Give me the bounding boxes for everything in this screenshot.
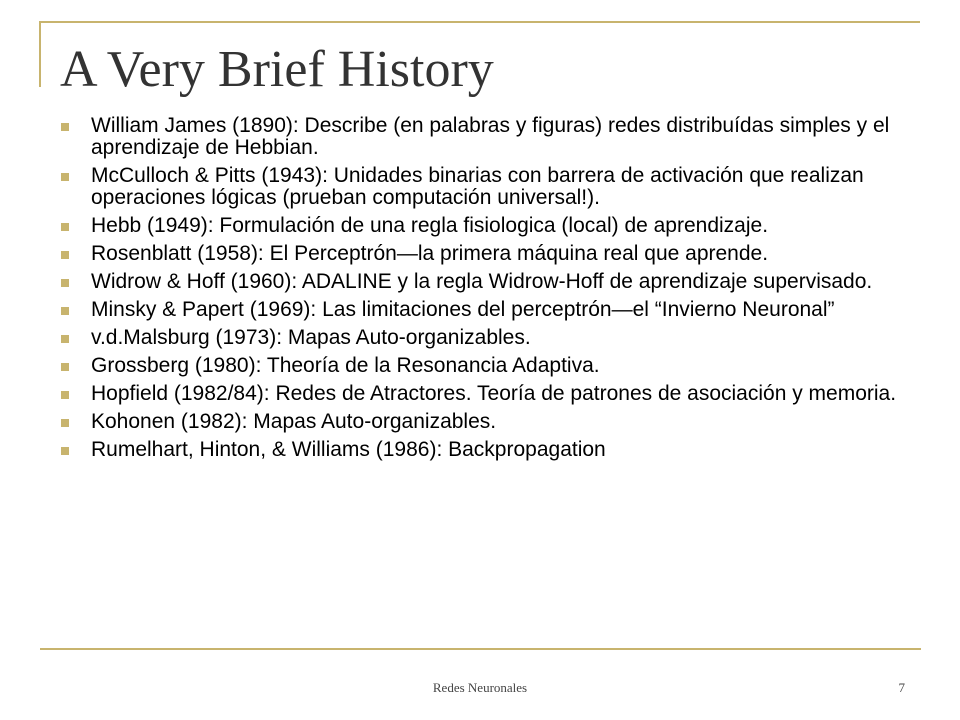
bullet-item-william-james [60,115,920,159]
square-bullet-icon [61,173,69,181]
bullet-item-minsky-papert [60,299,920,321]
footer-rule [40,648,921,650]
square-bullet-icon [61,123,69,131]
bullet-text: Rumelhart, Hinton, & Williams (1986): Backpropagation [91,438,606,461]
bullet-item-rumelhart-hinton-williams [60,439,920,461]
bullet-text: Hopfield (1982/84): Redes de Atractores. Teoría de patrones de asociación y memoria. [91,382,897,405]
square-bullet-icon [61,419,69,427]
bullet-text: William James (1890): Describe (en palabras y figuras) redes distribuídas simples y el aprendizaje de Hebbian. [91,114,890,159]
bullet-item-hebb [60,215,920,237]
bullet-text: Rosenblatt (1958): El Perceptrón—la primera máquina real que aprende. [91,242,769,265]
bullet-text: McCulloch & Pitts (1943): Unidades binarias con barrera de activación que realizan operaciones lógicas (prueban computación universal!). [91,164,864,209]
square-bullet-icon [61,307,69,315]
footer-label: Redes Neuronales [432,680,528,695]
bullet-item-mcculloch-pitts [60,165,920,209]
bullet-item-grossberg [60,355,920,377]
bullet-text: Widrow & Hoff (1960): ADALINE y la regla Widrow-Hoff de aprendizaje supervisado. [91,270,873,293]
bullet-text: Hebb (1949): Formulación de una regla fisiologica (local) de aprendizaje. [91,214,769,237]
square-bullet-icon [61,251,69,259]
bullet-text: Grossberg (1980): Theoría de la Resonancia Adaptiva. [91,354,600,377]
slide-title: A Very Brief History [60,41,494,98]
bullet-item-malsburg [60,327,920,349]
page-number: 7 [898,680,905,695]
bullet-text: Minsky & Papert (1969): Las limitaciones del perceptrón—el “Invierno Neuronal” [91,298,835,321]
bullet-text: Kohonen (1982): Mapas Auto-organizables. [91,410,497,433]
bullet-item-widrow-hoff [60,271,920,293]
square-bullet-icon [61,335,69,343]
square-bullet-icon [61,279,69,287]
bullet-item-kohonen [60,411,920,433]
square-bullet-icon [61,447,69,455]
frame-left-rule [39,21,41,87]
bullet-list [60,115,920,467]
bullet-text: v.d.Malsburg (1973): Mapas Auto-organizables. [91,326,531,349]
square-bullet-icon [61,223,69,231]
bullet-item-hopfield [60,383,920,405]
square-bullet-icon [61,391,69,399]
bullet-item-rosenblatt [60,243,920,265]
square-bullet-icon [61,363,69,371]
frame-top-rule [39,21,920,23]
